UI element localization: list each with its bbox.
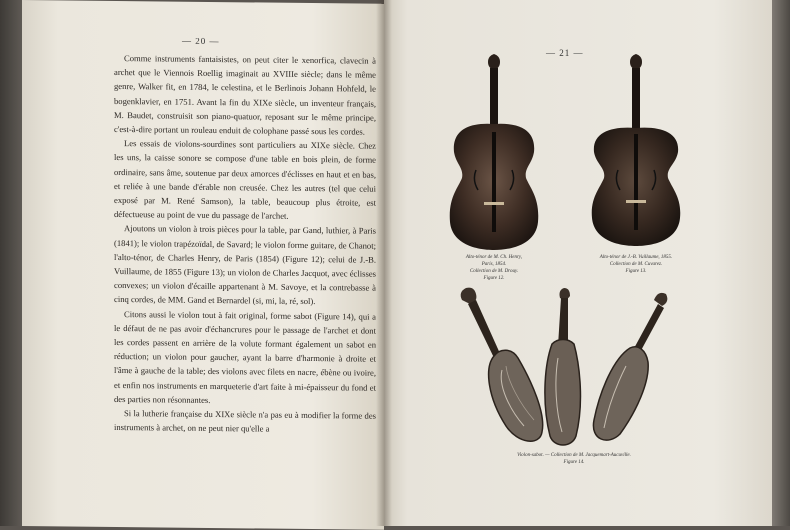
paragraph: Ajoutons un violon à trois pièces pour la table, par Gand, luthier, à Paris (1841); le violon trapézoïdal, de Savard; le violon forme guitare, de Chanot; l'alto-ténor, de Charles Henry, de Paris (1854) (Figure 12); celui de J.-B. Vuillaume, de 1855 (Figure 13); un violon de Charles Jacquot, avec éclisses convexes; un violon d'écaille appartenant à M. Savoye, et la contrebasse à cinq cordes, de MM. Gand et Bernardel (si, mi, la, ré, sol). xyxy=(114,223,376,307)
figure-13-alto-image xyxy=(580,52,692,248)
left-page-number: — 20 — xyxy=(182,35,220,47)
figure-12-caption xyxy=(436,254,552,282)
figure-label: Figure 14. xyxy=(563,460,585,465)
book-gutter xyxy=(376,0,392,526)
right-page xyxy=(384,0,772,526)
caption-line: Alto-ténor de M. Ch. Henry, xyxy=(465,255,523,260)
left-page-text xyxy=(114,51,376,437)
paragraph: Comme instruments fantaisistes, on peut citer le xenorfica, clavecin à archet que le Viennois Roellig imaginait au XVIIIe siècle; dans le même genre, Walker fit, en 1784, le celestina, et le Berlinois Johann Hohfeld, le bogenklavier, en 1751. Avant la fin du XIXe siècle, un inventeur français, M. Baudet, construisit son piano-quatuor, reposant sur le même principe, c'est-à-dire portant un rouleau enduit de colophane passé sous les cordes. xyxy=(114,53,376,137)
figure-12-alto-image xyxy=(436,52,552,252)
caption-line: Collection de M. Cuvarez. xyxy=(609,262,663,267)
figure-14-violon-sabot-image xyxy=(454,286,674,450)
figure-13-caption xyxy=(570,254,702,275)
figure-label: Figure 12. xyxy=(483,276,505,281)
sabot-violin-right xyxy=(593,293,667,440)
paragraph: Citons aussi le violon tout à fait original, forme sabot (Figure 14), qui a le défaut de ne pas avoir d'échancrures pour le passage de l'archet et dont les cordes passent en arrière de la volute formant également un sabot en réduction; un violon pour gaucher, ayant la barre d'harmonie à droite et l'âme à gauche de la table; des violons avec filets en nacre, ébène ou ivoire, et enfin nos instruments en marqueterie d'art faite à mi-épaisseur du fond et des parties non résonnantes. xyxy=(114,308,376,405)
caption-line: Paris, 1854. xyxy=(481,262,507,267)
caption-line: Violon-sabot. — Collection de M. Jacquemart-Aucuville. xyxy=(517,453,631,458)
right-page-number: — 21 — xyxy=(546,48,584,58)
paragraph: Les essais de violons-sourdines sont particuliers au XIXe siècle. Chez les uns, la caisse sonore se compose d'une table en bois plein, de forme ordinaire, sans âme, soutenue par deux amorces d'éclisses en haut et en bas, et reliée à une bande d'érable non creusée. Chez les autres (tel que celui exposé par M. René Samson), la table, beaucoup plus étroite, est défectueuse au point de vue du passage de l'archet. xyxy=(114,138,376,222)
figure-14-caption xyxy=(464,452,684,466)
left-page xyxy=(22,0,384,530)
figure-label: Figure 13. xyxy=(625,269,647,274)
sabot-violin-left xyxy=(461,288,543,442)
paragraph: Si la lutherie française du XIXe siècle n'a pas eu à modifier la forme des instruments à archet, on ne peut nier qu'elle a xyxy=(114,408,376,434)
caption-line: Collection de M. Drouy. xyxy=(469,269,519,274)
caption-line: Alto-ténor de J.-B. Vuillaume, 1855. xyxy=(599,255,673,260)
sabot-violin-middle xyxy=(545,288,581,445)
